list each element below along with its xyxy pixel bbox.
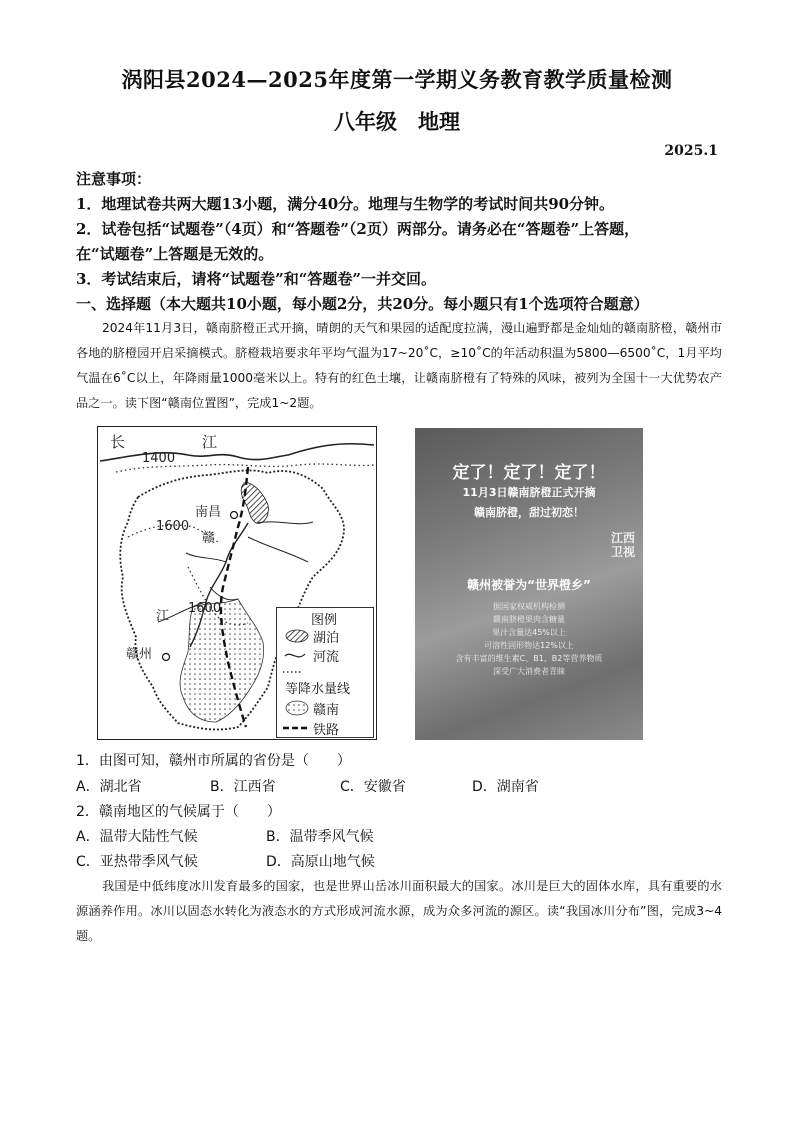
note-item-3: 3．考试结束后，请将“试题卷”和“答题卷”一并交回。 [76, 270, 436, 288]
nanchang-point [231, 512, 238, 519]
tributary-4 [248, 537, 308, 562]
poster-detail-5: 含有丰富的维生素C、B1、B2等营养物质 [455, 654, 603, 663]
exam-date: 2025.1 [664, 143, 718, 159]
legend-river-icon [285, 654, 305, 657]
navel-orange-poster [415, 428, 643, 740]
map-label-jiang: 江 [202, 433, 218, 451]
question-1-option-b: B．江西省 [210, 779, 276, 795]
question-2-option-d: D．高原山地气候 [266, 854, 375, 870]
tributary-1 [186, 553, 226, 562]
legend-railway: 铁路 [313, 723, 340, 738]
poster-detail-4: 可溶性固形物达12%以上 [484, 641, 574, 650]
note-item-2-cont: 在“试题卷”上答题是无效的。 [76, 245, 274, 263]
map-label-1600a: 1600 [156, 519, 190, 534]
legend-title: 图例 [311, 613, 338, 628]
poyang-lake [241, 482, 268, 523]
question-2-option-b: B．温带季风气候 [266, 829, 374, 845]
poster-detail-1: 据国家权威机构检测 [493, 602, 565, 611]
question-2-option-c: C．亚热带季风气候 [76, 854, 198, 870]
poster-banner: 赣州被誉为“世界橙乡” [467, 578, 591, 592]
legend-isohyet: 等降水量线 [285, 682, 351, 697]
legend-lake: 湖泊 [313, 631, 340, 646]
section2-intro: 我国是中低纬度冰川发育最多的国家，也是世界山岳冰川面积最大的国家。冰川是巨大的固体水库，具有重要的水源涵养作用。冰川以固态水转化为液态水的方式形成河流水源，成为众多河流的源区。读“我国冰川分布”图，完成3~4题。 [76, 879, 722, 943]
section1-heading: 一、选择题（本大题共10小题，每小题2分，共20分。每小题只有1个选项符合题意） [76, 295, 649, 313]
map-label-1600b: 1600 [188, 601, 222, 616]
map-label-ganzhou: 赣州 [126, 647, 153, 662]
poster-logo: 江西 卫视 [610, 531, 635, 559]
map-label-jiang2: 江 [156, 609, 170, 624]
map-label-nanchang: 南昌 [195, 505, 222, 520]
poster-detail-2: 赣南脐橙果肉含糖量 [493, 615, 565, 624]
gannan-region [180, 599, 264, 722]
poster-line3: 赣南脐橙，甜过初恋！ [474, 506, 584, 519]
poster-line2: 11月3日赣南脐橙正式开摘 [462, 486, 596, 499]
tributary-2 [210, 587, 238, 600]
question-1-option-a: A．湖北省 [76, 779, 142, 795]
question-1-stem: 1．由图可知，赣州市所属的省份是（ ） [76, 753, 351, 769]
legend-gannan-icon [286, 701, 308, 715]
notes-heading: 注意事项： [76, 170, 152, 188]
note-item-1: 1．地理试卷共两大题13小题，满分40分。地理与生物学的考试时间共90分钟。 [76, 195, 615, 213]
map-legend [276, 607, 374, 738]
note-item-2: 2．试卷包括“试题卷”（4页）和“答题卷”（2页）两部分。请务必在“答题卷”上答题， [76, 220, 640, 238]
exam-title: 涡阳县2024—2025年度第一学期义务教育教学质量检测 [121, 67, 673, 92]
map-label-1400: 1400 [142, 451, 176, 466]
map-label-gan: 赣 [202, 531, 216, 546]
poster-detail-3: 果汁含量达45%以上 [492, 628, 566, 637]
section1-intro: 2024年11月3日，赣南脐橙正式开摘，晴朗的天气和果园的适配度拉满，漫山遍野都是金灿灿的赣南脐橙，赣州市各地的脐橙园开启采摘模式。脐橙栽培要求年平均气温为17~20˚C，≥10˚C的年活动积温为5800—6500˚C，1月平均气温在6˚C以上，年降雨量1000毫米以上。特有的红色土壤，让赣南脐橙有了特殊的风味，被列为全国十一大优势农产品之一。读下图“赣南位置图”，完成1~2题。 [76, 321, 722, 410]
question-2-option-a: A．温带大陆性气候 [76, 829, 198, 845]
poster-headline: 定了！定了！定了！ [452, 463, 606, 483]
ganzhou-point [163, 654, 170, 661]
question-1-option-c: C．安徽省 [340, 779, 406, 795]
gannan-location-map [97, 426, 377, 740]
question-2-stem: 2．赣南地区的气候属于（ ） [76, 804, 281, 820]
legend-lake-icon [286, 630, 308, 642]
legend-river: 河流 [313, 650, 340, 665]
legend-gannan: 赣南 [313, 703, 340, 718]
exam-subtitle: 八年级 地理 [334, 109, 460, 134]
tributary-3 [256, 522, 313, 524]
poster-detail-6: 深受广大消费者青睐 [493, 667, 565, 676]
question-1-option-d: D．湖南省 [472, 779, 539, 795]
map-label-chang: 长 [110, 433, 126, 451]
